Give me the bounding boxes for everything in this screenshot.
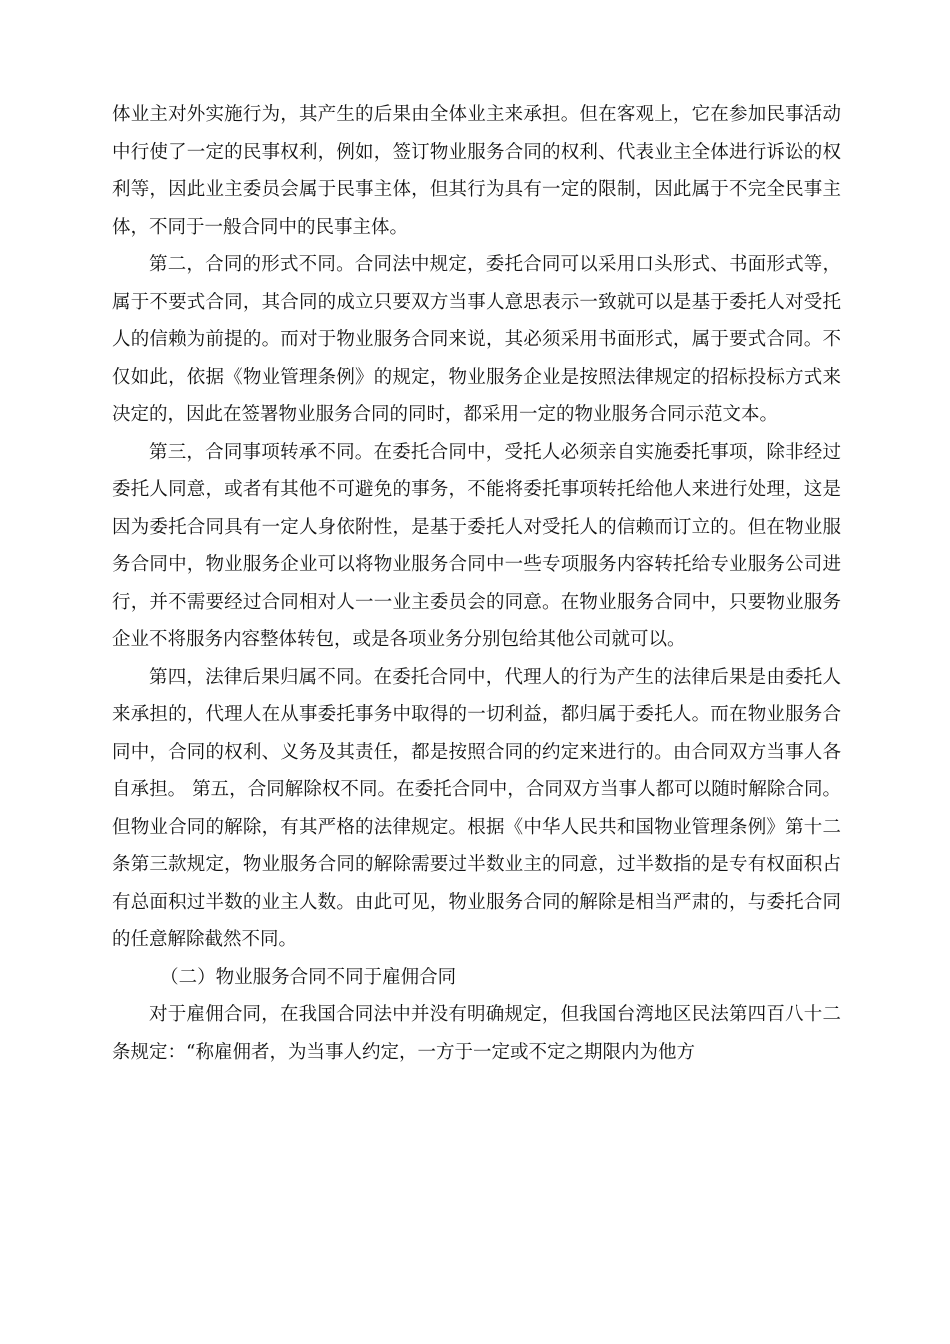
section-heading: （二）物业服务合同不同于雇佣合同: [160, 966, 457, 988]
paragraph-employment-contract: 对于雇佣合同，在我国合同法中并没有明确规定，但我国台湾地区民法第四百八十二条规定：“称雇佣者，为当事人约定，一方于一定或不定之期限内为他方: [112, 1004, 841, 1063]
paragraph-third-point: 第三，合同事项转承不同。在委托合同中，受托人必须亲自实施委托事项，除非经过委托人同意，或者有其他不可避免的事务，不能将委托事项转托给他人来进行处理，这是因为委托合同具有一定人身依附性，是基于委托人对受托人的信赖而订立的。但在物业服务合同中，物业服务企业可以将物业服务合同中一些专项服务内容转托给专业服务公司进行，并不需要经过合同相对人一一业主委员会的同意。在物业服务合同中，只要物业服务企业不将服务内容整体转包，或是各项业务分别包给其他公司就可以。: [112, 441, 841, 650]
document-body: [112, 96, 841, 1071]
paragraph-continuation: 体业主对外实施行为，其产生的后果由全体业主来承担。但在客观上，它在参加民事活动中行使了一定的民事权利，例如，签订物业服务合同的权利、代表业主全体进行诉讼的权利等，因此业主委员会属于民事主体，但其行为具有一定的限制，因此属于不完全民事主体，不同于一般合同中的民事主体。: [112, 104, 841, 238]
paragraph-fourth-fifth-point: 第四，法律后果归属不同。在委托合同中，代理人的行为产生的法律后果是由委托人来承担的，代理人在从事委托事务中取得的一切利益，都归属于委托人。而在物业服务合同中，合同的权利、义务及其责任，都是按照合同的约定来进行的。由合同双方当事人各自承担。 第五，合同解除权不同。在委托合同中，合同双方当事人都可以随时解除合同。但物业合同的解除，有其严格的法律规定。根据《中华人民共和国物业管理条例》第十二条第三款规定，物业服务合同的解除需要过半数业主的同意，过半数指的是专有权面积占有总面积过半数的业主人数。由此可见，物业服务合同的解除是相当严肃的，与委托合同的任意解除截然不同。: [112, 666, 841, 950]
paragraph-second-point: 第二，合同的形式不同。合同法中规定，委托合同可以采用口头形式、书面形式等，属于不要式合同，其合同的成立只要双方当事人意思表示一致就可以是基于委托人对受托人的信赖为前提的。而对于物业服务合同来说，其必须采用书面形式，属于要式合同。不仅如此，依据《物业管理条例》的规定，物业服务企业是按照法律规定的招标投标方式来决定的，因此在签署物业服务合同的同时，都采用一定的物业服务合同示范文本。: [112, 254, 841, 425]
